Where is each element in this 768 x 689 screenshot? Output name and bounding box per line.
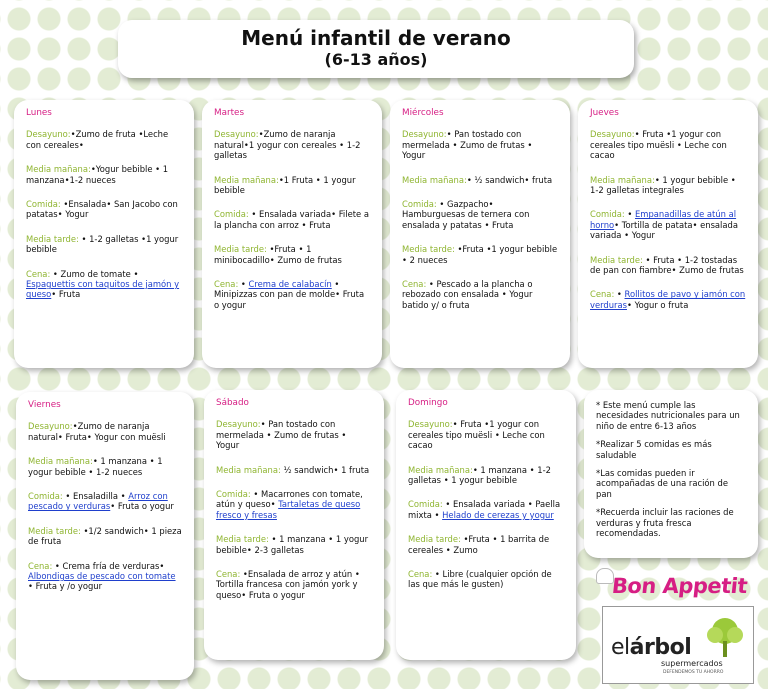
meal-entry	[402, 175, 558, 185]
meal-label: Media tarde:	[26, 233, 79, 244]
meal-text: • Libre (cualquier opción de las que más le gusten)	[408, 569, 552, 590]
meal-label: Desayuno:	[214, 129, 259, 140]
meal-text-after: • Fruta o yogur	[110, 501, 174, 512]
brand-logo	[602, 606, 754, 684]
meal-text: • Pan tostado con mermelada • Zumo de frutas • Yogur	[402, 129, 533, 161]
note-item: *Recuerda incluir las raciones de verduras y fruta fresca recomendadas.	[596, 507, 734, 539]
meal-entry	[214, 244, 370, 265]
meal-text: • Fruta • 1-2 tostadas de pan con fiambre• Zumo de frutas	[590, 254, 744, 276]
meal-entry	[26, 234, 182, 255]
meal-label: Desayuno:	[28, 421, 73, 432]
meal-text: ½ sandwich• 1 fruta	[280, 464, 370, 475]
meal-text: • 1 yogur bebible • 1-2 galletas integrales	[590, 174, 736, 196]
meal-text-after: • Fruta	[51, 289, 81, 300]
meal-label: Comida:	[28, 491, 63, 502]
meal-entry	[28, 491, 182, 512]
meal-label: Desayuno:	[216, 419, 261, 430]
day-card-sabado	[204, 390, 384, 660]
logo-tagline: DEFENDEMOS TU AHORRO	[663, 670, 724, 675]
meal-text: • Macarrones con tomate, atún y queso•	[216, 489, 363, 510]
recipe-link[interactable]: Crema de calabacín	[248, 279, 332, 290]
note-item: *Realizar 5 comidas es más saludable	[596, 439, 712, 460]
meal-label: Comida:	[214, 209, 249, 220]
meal-label: Media mañana:	[28, 456, 93, 467]
meal-entry	[216, 489, 372, 520]
meal-text: • Crema fría de verduras•	[52, 560, 165, 571]
meal-text: •	[238, 279, 249, 290]
meal-entry	[28, 561, 182, 592]
meal-text: • Fruta •1 yogur con cereales tipo muësli • Leche con cacao	[590, 129, 727, 161]
day-card-miercoles	[390, 100, 570, 368]
recipe-link[interactable]: Arroz con pescado y verduras	[28, 491, 168, 512]
meal-text: • 1 manzana • 1-2 galletas • 1 yogur bebible	[408, 464, 551, 486]
day-card-viernes	[16, 392, 194, 680]
page-title: Menú infantil de verano	[241, 26, 511, 50]
meal-entry	[402, 199, 558, 230]
recipe-link[interactable]: Tartaletas de queso fresco y fresas	[216, 499, 361, 520]
meal-text: • Gazpacho• Hamburguesas de ternera con ensalada y patatas • Fruta	[402, 199, 530, 230]
recipe-link[interactable]: Albondigas de pescado con tomate	[28, 571, 176, 582]
recipe-link[interactable]: Empanadillas de atún al horno	[590, 209, 737, 230]
meal-label: Media tarde:	[408, 534, 461, 545]
meal-entry	[408, 419, 564, 450]
meal-entry	[408, 569, 564, 590]
bon-appetit-slogan: Bon Appetit	[610, 574, 749, 598]
meal-text: •Zumo de naranja natural•1 yogur con cereales • 1-2 galletas	[214, 129, 361, 161]
meal-label: Desayuno:	[590, 129, 635, 140]
meal-label: Cena:	[402, 279, 427, 290]
meal-label: Media mañana:	[26, 164, 91, 175]
day-name: Domingo	[408, 398, 448, 408]
meal-entry	[28, 456, 182, 477]
meal-label: Desayuno:	[26, 129, 71, 140]
meal-label: Media mañana:	[408, 464, 473, 475]
recipe-link[interactable]: Espaguettis con taquitos de jamón y queso	[26, 279, 180, 300]
meal-entry	[216, 534, 372, 555]
note-item: *Las comidas pueden ir acompañadas de una ración de pan	[596, 468, 728, 499]
meal-text: • Ensalada variada • Paella mixta •	[408, 499, 561, 520]
meal-text: • Pan tostado con mermelada • Zumo de frutas • Yogur	[216, 419, 347, 451]
meal-entry	[216, 465, 372, 475]
meal-text: •	[614, 289, 625, 300]
day-name: Sábado	[216, 398, 249, 408]
meal-label: Media tarde:	[402, 244, 455, 255]
meal-entry	[590, 129, 746, 160]
meal-entry	[26, 164, 182, 185]
day-name: Viernes	[28, 400, 61, 410]
meal-text: • ½ sandwich• fruta	[466, 174, 553, 185]
meal-text-after: • Tortilla de patata• ensalada variada • Yogur	[590, 219, 738, 241]
meal-text: •1/2 sandwich• 1 pieza de fruta	[28, 525, 182, 547]
day-name: Lunes	[26, 108, 52, 118]
meal-text-after: • Fruta y /o yogur	[28, 581, 103, 592]
meal-label: Cena:	[28, 560, 53, 571]
meal-label: Cena:	[26, 268, 51, 279]
day-card-lunes	[14, 100, 194, 368]
notes-card	[584, 390, 758, 558]
meal-label: Media mañana:	[216, 464, 281, 475]
meal-text: •Ensalada• San Jacobo con patatas• Yogur	[26, 199, 178, 220]
meal-label: Comida:	[26, 199, 61, 210]
meal-entry	[590, 255, 746, 276]
meal-entry	[214, 209, 370, 230]
day-name: Miércoles	[402, 108, 444, 118]
meal-text: •Ensalada de arroz y atún • Tortilla francesa con jamón york y queso• Fruta o yogur	[216, 569, 360, 600]
meal-label: Cena:	[590, 289, 615, 300]
meal-text-after: • Yogur o fruta	[626, 299, 689, 310]
meal-text: •Yogur bebible • 1 manzana•1-2 nueces	[26, 164, 169, 185]
meal-label: Comida:	[402, 199, 437, 210]
meal-label: Media tarde:	[214, 244, 267, 255]
meal-label: Media mañana:	[214, 174, 279, 185]
meal-entry	[402, 279, 558, 310]
meal-label: Media tarde:	[590, 254, 643, 265]
meal-text: •Zumo de naranja natural• Fruta• Yogur con muësli	[28, 421, 166, 442]
day-card-jueves	[578, 100, 758, 368]
note-item: * Este menú cumple las necesidades nutricionales para un niño de entre 6-13 años	[596, 400, 740, 431]
meal-label: Media tarde:	[216, 534, 269, 545]
meal-text: •Fruta •1 yogur bebible • 2 nueces	[402, 244, 558, 265]
meal-label: Cena:	[216, 569, 241, 580]
meal-label: Media mañana:	[402, 174, 467, 185]
meal-label: Media tarde:	[28, 525, 81, 536]
day-name: Jueves	[590, 108, 619, 118]
meal-text: • Zumo de tomate •	[50, 268, 139, 279]
meal-entry	[28, 526, 182, 547]
meal-text: • Ensaladilla •	[62, 491, 129, 502]
day-card-domingo	[396, 390, 576, 660]
meal-entry	[26, 129, 182, 150]
meal-text: • Ensalada variada• Filete a la plancha con arroz • Fruta	[214, 209, 369, 230]
recipe-link[interactable]: Rollitos de pavo y jamón con verduras	[590, 289, 746, 310]
day-card-martes	[202, 100, 382, 368]
tree-icon	[703, 615, 747, 659]
recipe-link[interactable]: Helado de cerezas y yogur	[442, 509, 554, 520]
meal-label: Comida:	[408, 499, 443, 510]
meal-label: Media mañana:	[590, 174, 655, 185]
meal-text: •Zumo de fruta •Leche con cereales•	[26, 129, 169, 150]
meal-entry	[408, 465, 564, 486]
meal-label: Desayuno:	[402, 129, 447, 140]
meal-entry	[26, 269, 182, 300]
meal-entry	[402, 244, 558, 265]
meal-label: Comida:	[590, 209, 625, 220]
meal-entry	[216, 419, 372, 450]
meal-entry	[590, 289, 746, 310]
meal-text: • Pescado a la plancha o rebozado con ensalada • Yogur batido y/ o fruta	[402, 279, 533, 310]
meal-entry	[214, 129, 370, 160]
meal-entry	[214, 279, 370, 310]
meal-entry	[26, 199, 182, 220]
meal-entry	[590, 175, 746, 196]
meal-label: Cena:	[408, 569, 433, 580]
meal-text: • 1 manzana • 1 yogur bebible• 2-3 galletas	[216, 534, 369, 555]
meal-text: • 1 manzana • 1 yogur bebible • 1-2 nueces	[28, 456, 163, 477]
meal-text: •Fruta • 1 barrita de cereales • Zumo	[408, 534, 550, 555]
meal-entry	[402, 129, 558, 160]
meal-entry	[408, 499, 564, 520]
meal-text-after: • Minipizzas con pan de molde• Fruta o yogur	[214, 279, 365, 310]
meal-entry	[408, 534, 564, 555]
chef-hat-icon	[596, 568, 614, 584]
meal-entry	[590, 209, 746, 240]
meal-entry	[28, 421, 182, 442]
meal-label: Cena:	[214, 279, 239, 290]
day-name: Martes	[214, 108, 245, 118]
meal-label: Desayuno:	[408, 419, 453, 430]
meal-text: •	[624, 209, 635, 220]
meal-entry	[216, 569, 372, 600]
meal-text: •1 Fruta • 1 yogur bebible	[214, 174, 356, 196]
logo-wordmark: elárbol	[611, 635, 692, 660]
meal-text: • Fruta •1 yogur con cereales tipo muësli • Leche con cacao	[408, 419, 545, 451]
meal-label: Comida:	[216, 489, 251, 500]
logo-subtitle: supermercados	[661, 659, 723, 668]
meal-entry	[214, 175, 370, 196]
page-subtitle: (6-13 años)	[324, 50, 428, 69]
title-banner	[118, 20, 634, 78]
meal-text: • 1-2 galletas •1 yogur bebible	[26, 233, 179, 255]
meal-text: •Fruta • 1 minibocadillo• Zumo de frutas	[214, 244, 342, 265]
